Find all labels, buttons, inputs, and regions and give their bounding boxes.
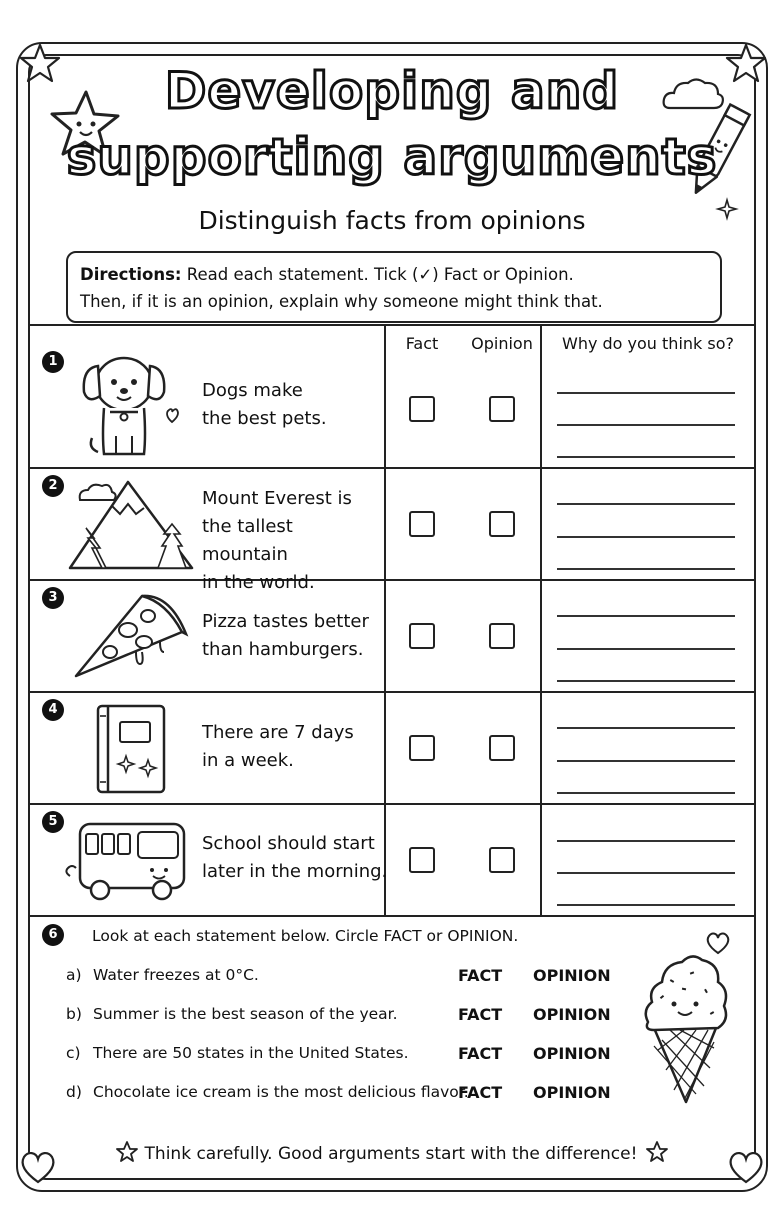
column-header-why: Why do you think so?	[562, 334, 734, 353]
opinion-checkbox[interactable]	[489, 396, 515, 422]
fact-checkbox[interactable]	[409, 623, 435, 649]
statement-line: in the world.	[202, 572, 315, 593]
column-header-opinion: Opinion	[471, 334, 533, 353]
statement-text	[202, 719, 382, 775]
ice-cream-icon	[640, 950, 730, 1106]
item-number: 6	[42, 924, 64, 946]
directions-line-1: Read each statement. Tick (✓) Fact or Opinion.	[181, 265, 574, 284]
statement-text	[202, 608, 382, 664]
q6-row-label: a)	[66, 966, 82, 984]
row-divider	[28, 691, 756, 693]
answer-line[interactable]	[557, 760, 735, 762]
statement-line: later in the morning.	[202, 861, 388, 882]
item-number: 4	[42, 699, 64, 721]
dog-icon	[74, 344, 186, 462]
q6-row-statement: There are 50 states in the United States.	[93, 1044, 409, 1062]
directions-box	[66, 251, 722, 323]
star-icon	[115, 1140, 139, 1164]
q6-fact-option[interactable]: FACT	[458, 966, 503, 985]
answer-line[interactable]	[557, 536, 735, 538]
answer-line[interactable]	[557, 568, 735, 570]
directions-line-2: Then, if it is an opinion, explain why someone might think that.	[80, 292, 603, 311]
item-number: 2	[42, 475, 64, 497]
statement-line: in a week.	[202, 750, 294, 771]
page-title-line-2: supporting arguments	[66, 128, 718, 186]
answer-line[interactable]	[557, 456, 735, 458]
q6-instruction: Look at each statement below. Circle FACT or OPINION.	[92, 927, 519, 945]
row-divider	[28, 915, 756, 917]
answer-line[interactable]	[557, 648, 735, 650]
row-divider	[28, 467, 756, 469]
statement-line: Pizza tastes better	[202, 611, 369, 632]
q6-fact-option[interactable]: FACT	[458, 1005, 503, 1024]
item-number: 5	[42, 811, 64, 833]
q6-row-label: b)	[66, 1005, 82, 1023]
answer-line[interactable]	[557, 680, 735, 682]
answer-line[interactable]	[557, 792, 735, 794]
q6-fact-option[interactable]: FACT	[458, 1083, 503, 1102]
opinion-checkbox[interactable]	[489, 847, 515, 873]
fact-checkbox[interactable]	[409, 396, 435, 422]
opinion-checkbox[interactable]	[489, 735, 515, 761]
answer-line[interactable]	[557, 392, 735, 394]
statement-line: Mount Everest is	[202, 488, 352, 509]
mountain-icon	[66, 474, 196, 574]
answer-line[interactable]	[557, 727, 735, 729]
answer-line[interactable]	[557, 904, 735, 906]
statement-text	[202, 485, 382, 597]
opinion-checkbox[interactable]	[489, 623, 515, 649]
item-number: 1	[42, 351, 64, 373]
footer-text: Think carefully. Good arguments start with the difference!	[144, 1144, 638, 1164]
opinion-checkbox[interactable]	[489, 511, 515, 537]
q6-opinion-option[interactable]: OPINION	[533, 1044, 611, 1063]
q6-row-label: d)	[66, 1083, 82, 1101]
statement-line: There are 7 days	[202, 722, 354, 743]
statement-text	[202, 830, 388, 886]
row-divider	[28, 579, 756, 581]
statement-line: the best pets.	[202, 408, 327, 429]
q6-opinion-option[interactable]: OPINION	[533, 1083, 611, 1102]
answer-line[interactable]	[557, 872, 735, 874]
directions-label: Directions:	[80, 265, 182, 284]
bus-icon	[64, 818, 194, 908]
answer-line[interactable]	[557, 503, 735, 505]
fact-checkbox[interactable]	[409, 847, 435, 873]
column-divider-why	[540, 324, 542, 916]
statement-text	[202, 377, 382, 433]
statement-line: the tallest mountain	[202, 516, 293, 565]
answer-line[interactable]	[557, 424, 735, 426]
column-header-fact: Fact	[405, 334, 439, 353]
pizza-icon	[70, 588, 192, 684]
statement-line: Dogs make	[202, 380, 303, 401]
star-icon	[645, 1140, 669, 1164]
q6-opinion-option[interactable]: OPINION	[533, 966, 611, 985]
page-subtitle: Distinguish facts from opinions	[198, 206, 586, 235]
q6-row-label: c)	[66, 1044, 81, 1062]
answer-line[interactable]	[557, 615, 735, 617]
q6-row-statement: Water freezes at 0°C.	[93, 966, 259, 984]
item-number: 3	[42, 587, 64, 609]
q6-opinion-option[interactable]: OPINION	[533, 1005, 611, 1024]
q6-row-statement: Chocolate ice cream is the most delicious flavor.	[93, 1083, 469, 1101]
table-top-border	[28, 324, 756, 326]
q6-row-statement: Summer is the best season of the year.	[93, 1005, 398, 1023]
fact-checkbox[interactable]	[409, 735, 435, 761]
book-icon	[92, 700, 172, 796]
q6-fact-option[interactable]: FACT	[458, 1044, 503, 1063]
row-divider	[28, 803, 756, 805]
fact-checkbox[interactable]	[409, 511, 435, 537]
footer-note	[0, 1140, 784, 1164]
statement-line: than hamburgers.	[202, 639, 364, 660]
statement-line: School should start	[202, 833, 375, 854]
answer-line[interactable]	[557, 840, 735, 842]
page-title-line-1: Developing and	[164, 62, 620, 120]
column-divider-statement	[384, 324, 386, 916]
